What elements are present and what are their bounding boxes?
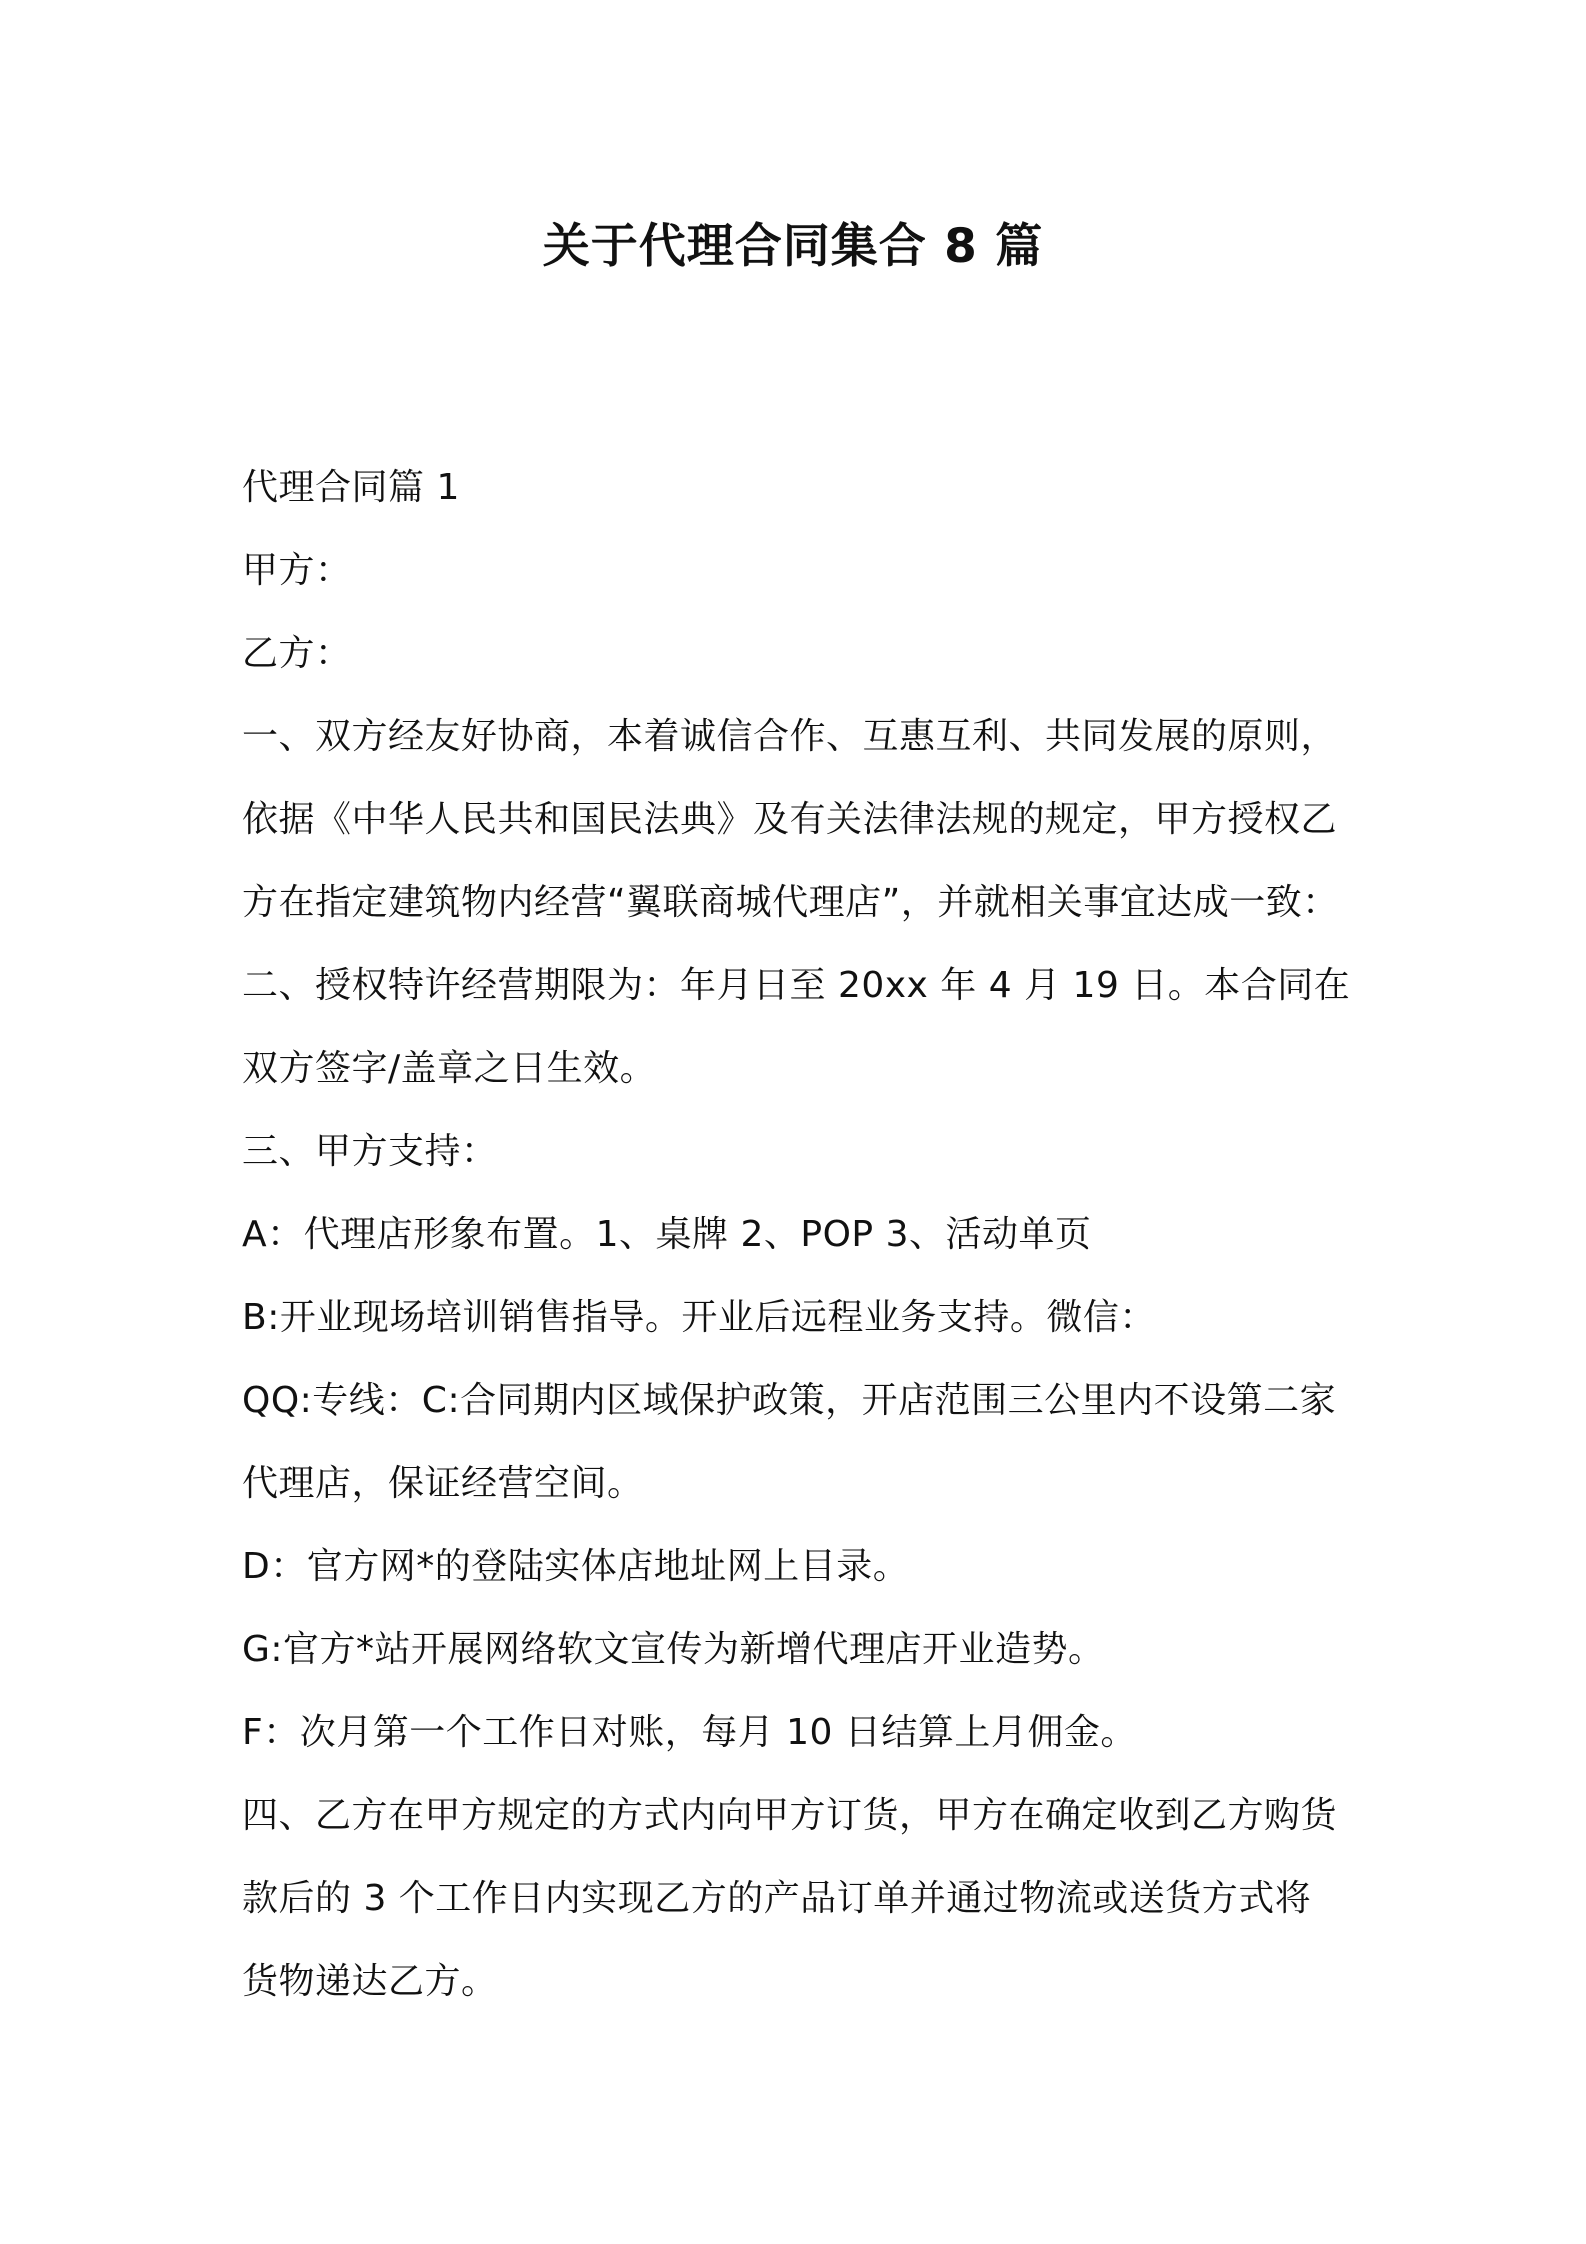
paragraph-line: F：次月第一个工作日对账，每月 10 日结算上月佣金。 [242,1712,1137,1753]
paragraph-line: 四、乙方在甲方规定的方式内向甲方订货，甲方在确定收到乙方购货 [242,1795,1338,1836]
paragraph-line: QQ:专线：C:合同期内区域保护政策，开店范围三公里内不设第二家 [242,1380,1337,1421]
paragraph-line: A：代理店形象布置。1、桌牌 2、POP 3、活动单页 [242,1214,1092,1255]
paragraph-line: 二、授权特许经营期限为：年月日至 20xx 年 4 月 19 日。本合同在 [242,965,1351,1006]
paragraph-line: 三、甲方支持： [242,1131,498,1172]
paragraph-line: 双方签字/盖章之日生效。 [242,1048,657,1089]
paragraph-line: 款后的 3 个工作日内实现乙方的产品订单并通过物流或送货方式将 [242,1878,1312,1919]
paragraph-line: B:开业现场培训销售指导。开业后远程业务支持。微信： [242,1297,1156,1338]
document-title: 关于代理合同集合 8 篇 [542,219,1044,274]
document-body [242,446,1357,2023]
party-b-line: 乙方： [242,633,352,674]
paragraph-line: 代理店，保证经营空间。 [242,1463,644,1504]
party-a-line: 甲方： [242,550,352,591]
paragraph-line: 货物递达乙方。 [242,1961,498,2002]
paragraph-line: G:官方*站开展网络软文宣传为新增代理店开业造势。 [242,1629,1105,1670]
paragraph-line: 方在指定建筑物内经营“翼联商城代理店”，并就相关事宜达成一致： [242,882,1339,923]
paragraph-line: 一、双方经友好协商，本着诚信合作、互惠互利、共同发展的原则， [242,716,1338,757]
section-heading: 代理合同篇 1 [242,467,460,508]
paragraph-line: D：官方网*的登陆实体店地址网上目录。 [242,1546,910,1587]
paragraph-line: 依据《中华人民共和国民法典》及有关法律法规的规定，甲方授权乙 [242,799,1338,840]
